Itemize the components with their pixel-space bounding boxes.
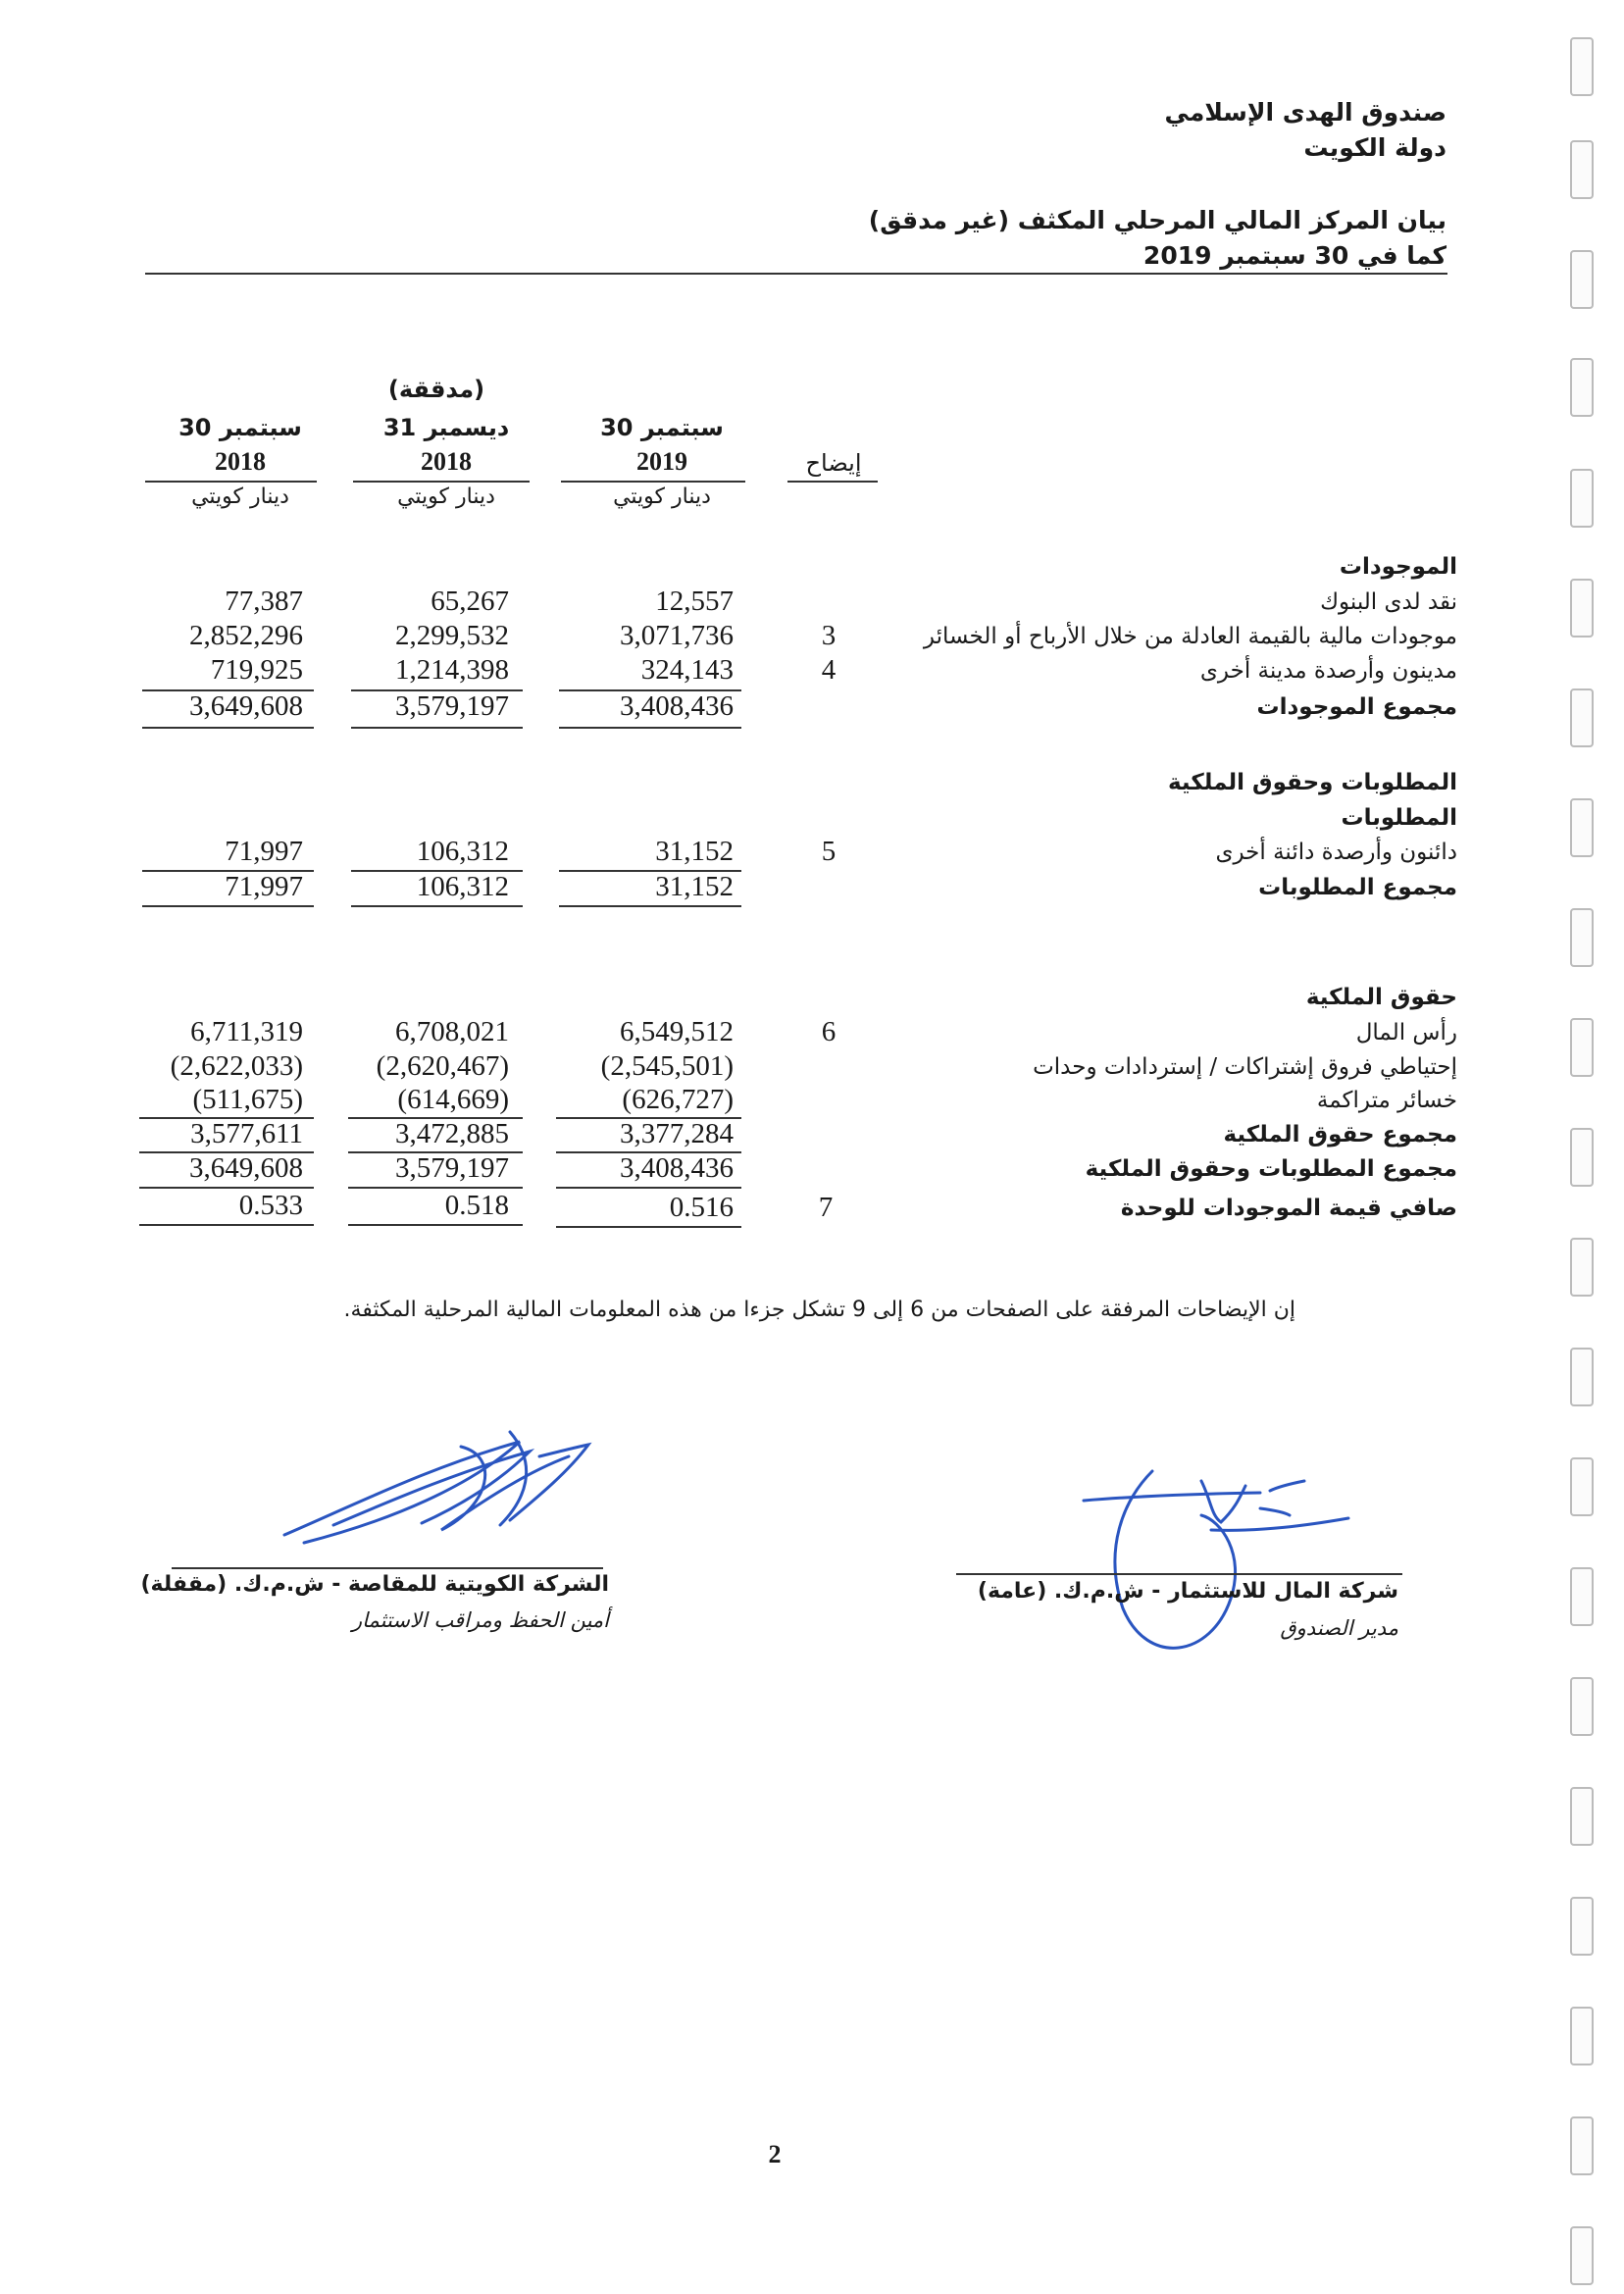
- binder-hole: [1570, 1128, 1594, 1187]
- custodian-signature-image: [275, 1427, 598, 1555]
- fund-name: صندوق الهدى الإسلامي: [1164, 98, 1446, 127]
- cell-sep2018: 71,997: [225, 871, 303, 902]
- col-sep2018-date: 30 سبتمبر: [178, 414, 302, 441]
- note-ref: 4: [821, 654, 837, 686]
- total-rule: [348, 1224, 523, 1226]
- fund-manager-company: شركة المال للاستثمار - ش.م.ك. (عامة): [977, 1579, 1398, 1604]
- binder-hole: [1570, 1787, 1594, 1846]
- total-rule: [142, 905, 314, 907]
- cell-2019: 3,408,436: [620, 1152, 734, 1184]
- cell-dec2018: 6,708,021: [395, 1016, 509, 1047]
- binder-hole: [1570, 37, 1594, 96]
- note-ref: 6: [821, 1016, 837, 1047]
- row-label-nav-per-unit: صافي قيمة الموجودات للوحدة: [1120, 1196, 1457, 1221]
- section-assets: الموجودات: [1339, 554, 1457, 580]
- cell-dec2018: 3,579,197: [395, 1152, 509, 1184]
- binder-hole: [1570, 2007, 1594, 2065]
- cell-dec2018: 3,472,885: [395, 1118, 509, 1149]
- binder-hole: [1570, 1567, 1594, 1626]
- cell-sep2018: 3,649,608: [189, 690, 303, 722]
- custodian-role: أمين الحفظ ومراقب الاستثمار: [351, 1608, 609, 1632]
- cell-2019: 12,557: [655, 586, 734, 617]
- total-rule: [142, 727, 314, 729]
- col-2019-currency: دينار كويتي: [613, 484, 711, 509]
- binder-hole: [1570, 250, 1594, 309]
- row-label: خسائر متراكمة: [1316, 1088, 1457, 1113]
- cell-sep2018: (511,675): [192, 1084, 303, 1115]
- total-rule: [559, 905, 741, 907]
- row-label: إحتياطي فروق إشتراكات / إستردادات وحدات: [1033, 1054, 1457, 1080]
- note-header-rule: [787, 481, 878, 483]
- signature-line-left: [172, 1567, 603, 1569]
- total-rule: [556, 1187, 741, 1189]
- total-rule: [559, 727, 741, 729]
- cell-2019: 31,152: [655, 871, 734, 902]
- note-header: إيضاح: [805, 449, 862, 477]
- binder-hole: [1570, 2226, 1594, 2285]
- cell-2019: 31,152: [655, 836, 734, 867]
- cell-sep2018: 3,577,611: [190, 1118, 303, 1149]
- row-label-total-equity: مجموع حقوق الملكية: [1223, 1122, 1457, 1147]
- binder-hole: [1570, 469, 1594, 528]
- col-dec2018-date: 31 ديسمبر: [382, 414, 510, 441]
- col-2019-date: 30 سبتمبر: [600, 414, 724, 441]
- row-label: دائنون وأرصدة دائنة أخرى: [1215, 840, 1457, 865]
- col-2019-rule: [561, 481, 745, 483]
- total-rule: [348, 1187, 523, 1189]
- section-liabilities: المطلوبات: [1341, 805, 1457, 831]
- note-ref: 3: [821, 620, 837, 651]
- cell-2019: 0.516: [669, 1192, 734, 1223]
- col-dec2018-rule: [353, 481, 530, 483]
- binder-hole: [1570, 1677, 1594, 1736]
- binder-hole: [1570, 908, 1594, 967]
- audited-label: (مدققة): [387, 376, 485, 403]
- note-ref: 7: [818, 1192, 834, 1223]
- col-dec2018-currency: دينار كويتي: [397, 484, 495, 509]
- binder-hole: [1570, 1238, 1594, 1297]
- binder-hole: [1570, 579, 1594, 637]
- footnote: إن الإيضاحات المرفقة على الصفحات من 6 إلى 9 تشكل جزءا من هذه المعلومات المالية المرحلية المكثفة.: [343, 1298, 1295, 1322]
- cell-2019: 3,071,736: [620, 620, 734, 651]
- row-label: موجودات مالية بالقيمة العادلة من خلال الأرباح أو الخسائر: [923, 624, 1457, 649]
- signature-line-right: [956, 1573, 1402, 1575]
- cell-sep2018: 719,925: [210, 654, 303, 686]
- cell-2019: (2,545,501): [600, 1050, 734, 1082]
- cell-sep2018: 71,997: [225, 836, 303, 867]
- row-label-total-liabilities-equity: مجموع المطلوبات وحقوق الملكية: [1085, 1156, 1457, 1182]
- col-2019-year: 2019: [636, 447, 687, 476]
- cell-dec2018: 65,267: [431, 586, 509, 617]
- section-liabilities-equity: المطلوبات وحقوق الملكية: [1167, 770, 1457, 795]
- cell-dec2018: 1,214,398: [395, 654, 509, 686]
- binder-hole: [1570, 2116, 1594, 2175]
- custodian-company: الشركة الكويتية للمقاصة - ش.م.ك. (مقفلة): [140, 1572, 609, 1597]
- cell-dec2018: 106,312: [416, 836, 509, 867]
- cell-dec2018: 106,312: [416, 871, 509, 902]
- binder-hole: [1570, 688, 1594, 747]
- cell-sep2018: 2,852,296: [189, 620, 303, 651]
- statement-title: بيان المركز المالي المرحلي المكثف (غير مدقق): [868, 206, 1446, 234]
- binder-hole: [1570, 358, 1594, 417]
- col-sep2018-year: 2018: [215, 447, 266, 476]
- note-ref: 5: [821, 836, 837, 867]
- col-dec2018-year: 2018: [421, 447, 472, 476]
- row-label-total-assets: مجموع الموجودات: [1256, 694, 1457, 720]
- row-label-total-liabilities: مجموع المطلوبات: [1258, 875, 1457, 900]
- cell-dec2018: (614,669): [397, 1084, 509, 1115]
- binder-hole: [1570, 1348, 1594, 1406]
- page-number: 2: [768, 2140, 782, 2168]
- statement-date: كما في 30 سبتمبر 2019: [1142, 241, 1446, 270]
- cell-sep2018: 77,387: [225, 586, 303, 617]
- binder-hole: [1570, 1457, 1594, 1516]
- total-rule: [351, 905, 523, 907]
- row-label: نقد لدى البنوك: [1320, 589, 1457, 615]
- title-rule: [145, 273, 1447, 275]
- binder-hole: [1570, 140, 1594, 199]
- total-rule: [556, 1226, 741, 1228]
- cell-dec2018: 3,579,197: [395, 690, 509, 722]
- cell-2019: 3,408,436: [620, 690, 734, 722]
- total-rule: [139, 1187, 314, 1189]
- row-label: رأس المال: [1355, 1020, 1457, 1045]
- binder-hole: [1570, 1018, 1594, 1077]
- cell-sep2018: 3,649,608: [189, 1152, 303, 1184]
- cell-dec2018: (2,620,467): [376, 1050, 509, 1082]
- cell-2019: 3,377,284: [620, 1118, 734, 1149]
- col-sep2018-rule: [145, 481, 317, 483]
- cell-sep2018: 6,711,319: [190, 1016, 303, 1047]
- cell-dec2018: 0.518: [444, 1190, 509, 1221]
- binder-hole: [1570, 798, 1594, 857]
- section-equity: حقوق الملكية: [1305, 985, 1457, 1010]
- binder-hole: [1570, 1897, 1594, 1956]
- cell-2019: 6,549,512: [620, 1016, 734, 1047]
- total-rule: [139, 1224, 314, 1226]
- cell-dec2018: 2,299,532: [395, 620, 509, 651]
- fund-manager-role: مدير الصندوق: [1280, 1616, 1398, 1640]
- col-sep2018-currency: دينار كويتي: [191, 484, 289, 509]
- total-rule: [351, 727, 523, 729]
- cell-sep2018: (2,622,033): [170, 1050, 303, 1082]
- row-label: مدينون وأرصدة مدينة أخرى: [1199, 658, 1457, 684]
- cell-sep2018: 0.533: [238, 1190, 303, 1221]
- cell-2019: (626,727): [622, 1084, 734, 1115]
- cell-2019: 324,143: [640, 654, 734, 686]
- country-name: دولة الكويت: [1303, 133, 1446, 162]
